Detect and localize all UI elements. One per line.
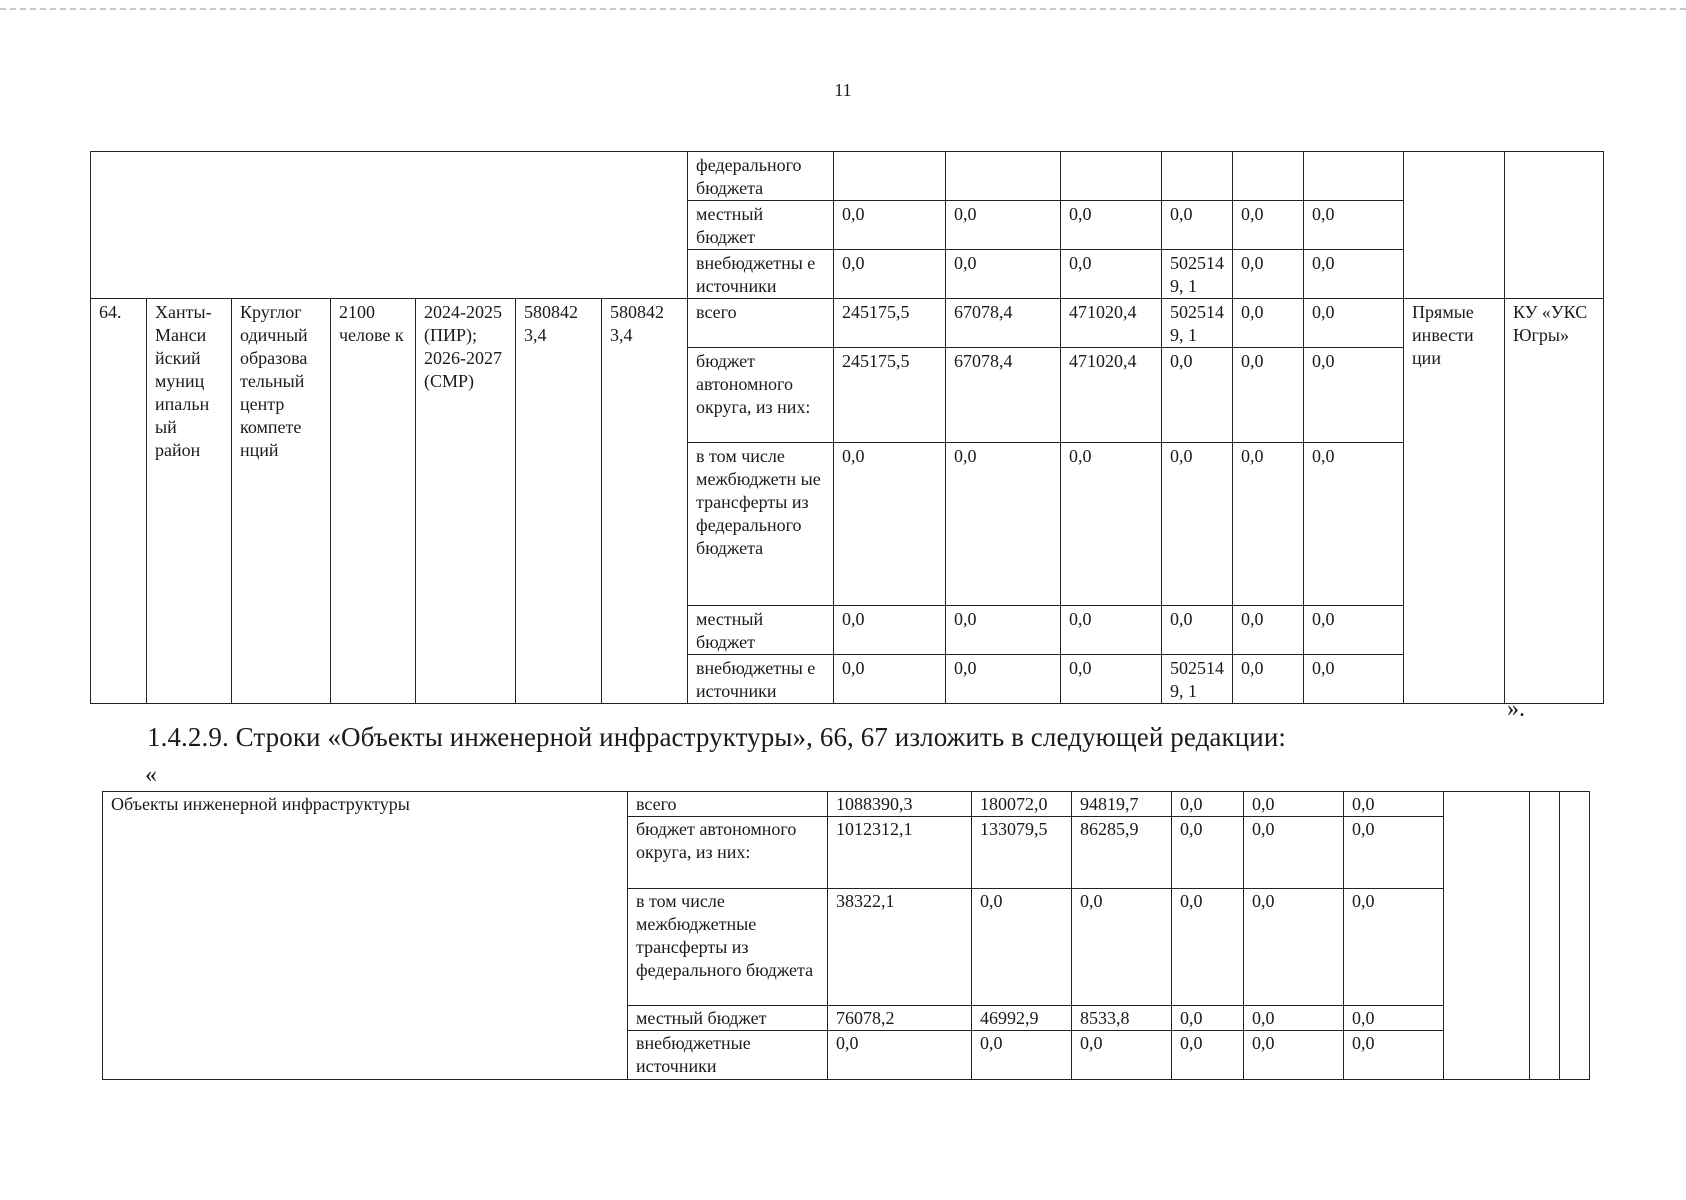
value-cell: 0,0	[1244, 817, 1344, 889]
value-cell: 0,0	[1233, 655, 1304, 704]
value-cell: 245175,5	[834, 348, 946, 443]
funding-source-cell: в том числе межбюджетн ые трансферты из федерального бюджета	[688, 443, 834, 606]
amendment-paragraph: 1.4.2.9. Строки «Объекты инженерной инфраструктуры», 66, 67 изложить в следующей редакции:	[147, 722, 1286, 752]
page-number: 11	[834, 80, 852, 100]
empty-cell	[1444, 792, 1530, 1080]
value-cell: 133079,5	[972, 817, 1072, 889]
value-cell: 180072,0	[972, 792, 1072, 817]
funding-source-cell: внебюджетные источники	[628, 1031, 828, 1080]
value-cell: 0,0	[834, 201, 946, 250]
funding-source-cell: бюджет автономного округа, из них:	[628, 817, 828, 889]
funding-source-cell: федерального бюджета	[688, 152, 834, 201]
value-cell: 0,0	[946, 655, 1061, 704]
value-cell: 76078,2	[828, 1006, 972, 1031]
value-cell: 0,0	[1344, 889, 1444, 1006]
empty-mechanism-cell	[1404, 152, 1505, 299]
table-row	[103, 792, 1590, 817]
value-cell: 0,0	[1061, 443, 1162, 606]
value-cell: 0,0	[1233, 250, 1304, 299]
funding-source-cell: всего	[688, 299, 834, 348]
value-cell: 0,0	[828, 1031, 972, 1080]
closing-quote: ».	[1507, 696, 1525, 722]
district-cell: Ханты-Манси йский муниц ипальн ый район	[147, 299, 232, 704]
cost-cell: 580842 3,4	[602, 299, 688, 704]
value-cell: 0,0	[834, 250, 946, 299]
empty-cell	[1560, 792, 1590, 1080]
value-cell	[834, 152, 946, 201]
value-cell: 0,0	[1344, 792, 1444, 817]
empty-customer-cell	[1505, 152, 1604, 299]
value-cell	[1162, 152, 1233, 201]
value-cell: 0,0	[1244, 1006, 1344, 1031]
table-row	[91, 152, 1604, 201]
value-cell: 5025149, 1	[1162, 250, 1233, 299]
value-cell: 0,0	[1172, 1031, 1244, 1080]
value-cell: 0,0	[1172, 792, 1244, 817]
section-title-cell: Объекты инженерной инфраструктуры	[103, 792, 628, 1080]
value-cell: 0,0	[1344, 1031, 1444, 1080]
empty-merged-cell	[91, 152, 688, 299]
funding-source-cell: всего	[628, 792, 828, 817]
funding-source-cell: местный бюджет	[688, 606, 834, 655]
value-cell: 0,0	[1172, 1006, 1244, 1031]
funding-source-cell: местный бюджет	[688, 201, 834, 250]
value-cell: 0,0	[1233, 201, 1304, 250]
value-cell: 0,0	[972, 889, 1072, 1006]
value-cell: 5025149, 1	[1162, 655, 1233, 704]
funding-source-cell: в том числе межбюджетные трансферты из федерального бюджета	[628, 889, 828, 1006]
value-cell: 67078,4	[946, 299, 1061, 348]
value-cell	[1304, 152, 1404, 201]
funding-source-cell: бюджет автономного округа, из них:	[688, 348, 834, 443]
value-cell: 0,0	[1304, 250, 1404, 299]
opening-quote: «	[145, 762, 157, 788]
value-cell: 0,0	[1233, 606, 1304, 655]
object-name-cell: Круглог одичный образова тельный центр компете нций	[232, 299, 331, 704]
value-cell	[946, 152, 1061, 201]
table-row	[91, 299, 1604, 348]
value-cell: 94819,7	[1072, 792, 1172, 817]
value-cell	[1233, 152, 1304, 201]
value-cell: 0,0	[946, 201, 1061, 250]
value-cell: 0,0	[1172, 817, 1244, 889]
value-cell: 0,0	[1304, 201, 1404, 250]
value-cell: 86285,9	[1072, 817, 1172, 889]
value-cell: 0,0	[1244, 792, 1344, 817]
funding-source-cell: внебюджетны е источники	[688, 655, 834, 704]
scan-edge-line	[0, 8, 1686, 10]
value-cell: 0,0	[946, 250, 1061, 299]
cost-cell: 580842 3,4	[516, 299, 602, 704]
value-cell: 0,0	[946, 606, 1061, 655]
value-cell: 0,0	[1162, 606, 1233, 655]
value-cell: 0,0	[834, 655, 946, 704]
value-cell: 0,0	[1061, 606, 1162, 655]
value-cell: 8533,8	[1072, 1006, 1172, 1031]
value-cell: 38322,1	[828, 889, 972, 1006]
value-cell: 0,0	[1304, 443, 1404, 606]
value-cell: 0,0	[1304, 655, 1404, 704]
value-cell: 0,0	[1233, 348, 1304, 443]
value-cell: 471020,4	[1061, 299, 1162, 348]
row-number-cell: 64.	[91, 299, 147, 704]
value-cell: 0,0	[1061, 655, 1162, 704]
funding-source-cell: местный бюджет	[628, 1006, 828, 1031]
value-cell: 1088390,3	[828, 792, 972, 817]
value-cell: 0,0	[1233, 299, 1304, 348]
value-cell: 0,0	[1304, 606, 1404, 655]
value-cell: 67078,4	[946, 348, 1061, 443]
capacity-cell: 2100 челове к	[331, 299, 416, 704]
value-cell: 1012312,1	[828, 817, 972, 889]
value-cell: 46992,9	[972, 1006, 1072, 1031]
value-cell: 0,0	[834, 606, 946, 655]
value-cell: 0,0	[1344, 1006, 1444, 1031]
value-cell: 0,0	[834, 443, 946, 606]
value-cell: 0,0	[1244, 889, 1344, 1006]
value-cell: 0,0	[946, 443, 1061, 606]
engineering-infrastructure-table	[102, 791, 1590, 1080]
value-cell: 0,0	[1162, 201, 1233, 250]
value-cell: 0,0	[1233, 443, 1304, 606]
value-cell: 0,0	[1061, 250, 1162, 299]
value-cell: 0,0	[1244, 1031, 1344, 1080]
customer-cell: КУ «УКС Югры»	[1505, 299, 1604, 704]
value-cell: 0,0	[1344, 817, 1444, 889]
value-cell: 0,0	[1061, 201, 1162, 250]
value-cell: 0,0	[1162, 348, 1233, 443]
value-cell: 0,0	[1072, 889, 1172, 1006]
value-cell: 0,0	[972, 1031, 1072, 1080]
value-cell: 245175,5	[834, 299, 946, 348]
value-cell: 5025149, 1	[1162, 299, 1233, 348]
value-cell: 0,0	[1162, 443, 1233, 606]
funding-source-cell: внебюджетны е источники	[688, 250, 834, 299]
value-cell: 471020,4	[1061, 348, 1162, 443]
value-cell: 0,0	[1172, 889, 1244, 1006]
value-cell: 0,0	[1304, 299, 1404, 348]
period-cell: 2024-2025 (ПИР); 2026-2027 (СМР)	[416, 299, 516, 704]
value-cell: 0,0	[1304, 348, 1404, 443]
value-cell: 0,0	[1072, 1031, 1172, 1080]
investment-table-continuation	[90, 151, 1604, 704]
value-cell	[1061, 152, 1162, 201]
empty-cell	[1530, 792, 1560, 1080]
mechanism-cell: Прямые инвести ции	[1404, 299, 1505, 704]
